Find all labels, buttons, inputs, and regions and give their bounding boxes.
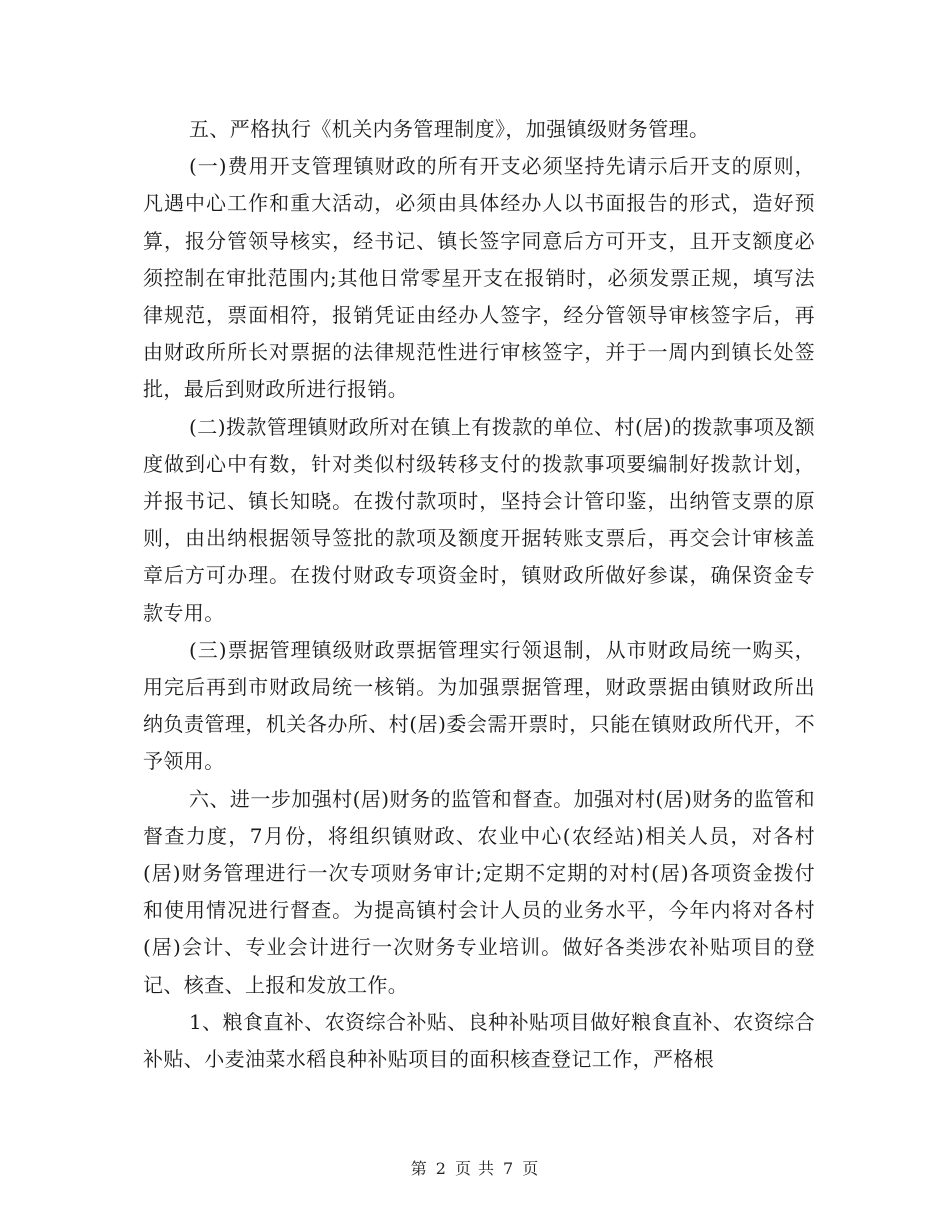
paragraph-subsidy-items: 1、粮食直补、农资综合补贴、良种补贴项目做好粮食直补、农资综合补贴、小麦油菜水稻良种补贴项目的面积核查登记工作，严格根 [143,1009,815,1072]
paragraph-appropriation-management: (二)拨款管理镇财政所对在镇上有拨款的单位、村(居)的拨款事项及额度做到心中有数，针对类似村级转移支付的拨款事项要编制好拨款计划，并报书记、镇长知晓。在拨付款项时，坚持会计管印鉴，出纳管支票的原则，由出纳根据领导签批的款项及额度开据转账支票后，再交会计审核盖章后方可办理。在拨付财政专项资金时，镇财政所做好参谋，确保资金专款专用。 [143,414,815,625]
footer-current-page: 2 [435,1159,447,1178]
paragraph-receipt-management: (三)票据管理镇级财政票据管理实行领退制，从市财政局统一购买，用完后再到市财政局统一核销。为加强票据管理，财政票据由镇财政所出纳负责管理，机关各办所、村(居)委会需开票时，只能在镇财政所代开，不予领用。 [143,637,815,774]
footer-total-pages: 7 [503,1159,515,1178]
footer-label-pages: 页 [522,1159,540,1178]
footer-label-page: 第 [410,1159,428,1178]
paragraph-expense-management: (一)费用开支管理镇财政的所有开支必须坚持先请示后开支的原则，凡遇中心工作和重大活动，必须由具体经办人以书面报告的形式，造好预算，报分管领导核实，经书记、镇长签字同意后方可开支，且开支额度必须控制在审批范围内;其他日常零星开支在报销时，必须发票正规，填写法律规范，票面相符，报销凭证由经办人签字，经分管领导审核签字后，再由财政所所长对票据的法律规范性进行审核签字，并于一周内到镇长处签批，最后到财政所进行报销。 [143,154,815,402]
document-body [143,111,815,1078]
section-heading-5: 五、严格执行《机关内务管理制度》，加强镇级财务管理。 [189,117,710,141]
page-footer [0,1156,950,1179]
section-heading-6: 六、进一步加强村(居)财务的监管和督查。加强对村(居)财务的监管和督查力度，7月份，将组织镇财政、农业中心(农经站)相关人员，对各村(居)财务管理进行一次专项财务审计;定期不定期的对村(居)各项资金拨付和使用情况进行督查。为提高镇村会计人员的业务水平，今年内将对各村(居)会计、专业会计进行一次财务专业培训。做好各类涉农补贴项目的登记、核查、上报和发放工作。 [143,786,815,997]
footer-label-of: 页 共 [454,1159,496,1178]
